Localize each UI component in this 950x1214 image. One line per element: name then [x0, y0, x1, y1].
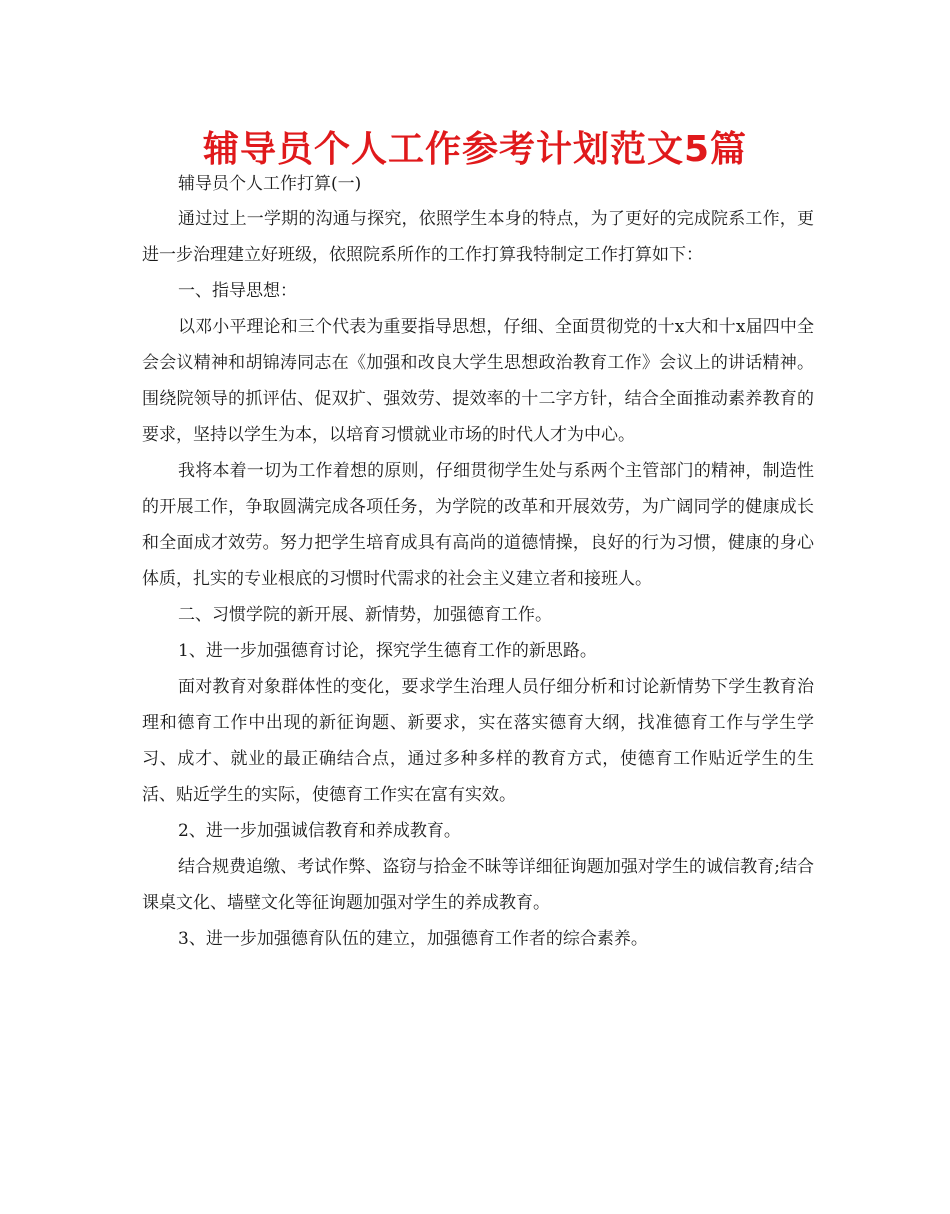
document-body [142, 201, 814, 957]
paragraph-ideology: 以邓小平理论和三个代表为重要指导思想，仔细、全面贯彻党的十x大和十x届四中全会会议精神和胡锦涛同志在《加强和改良大学生思想政治教育工作》会议上的讲话精神。围绕院领导的抓评估、促双扩、强效劳、提效率的十二字方针，结合全面推动素养教育的要求，坚持以学生为本，以培育习惯就业市场的时代人才为中心。 [142, 317, 814, 445]
paragraph-item-1: 面对教育对象群体性的变化，要求学生治理人员仔细分析和讨论新情势下学生教育治理和德育工作中出现的新征询题、新要求，实在落实德育大纲，找准德育工作与学生学习、成才、就业的最正确结合点，通过多种多样的教育方式，使德育工作贴近学生的生活、贴近学生的实际，使德育工作实在富有实效。 [142, 677, 814, 805]
item-2-heading: 2、进一步加强诚信教育和养成教育。 [178, 821, 461, 841]
item-3-heading: 3、进一步加强德育队伍的建立，加强德育工作者的综合素养。 [178, 929, 648, 949]
paragraph-intro: 通过过上一学期的沟通与探究，依照学生本身的特点，为了更好的完成院系工作，更进一步治理建立好班级，依照院系所作的工作打算我特制定工作打算如下： [142, 209, 814, 265]
item-1-heading: 1、进一步加强德育讨论，探究学生德育工作的新思路。 [178, 641, 597, 661]
heading-guiding-ideology: 一、指导思想： [178, 281, 297, 301]
document-title: 辅导员个人工作参考计划范文5篇 [202, 129, 748, 170]
heading-moral-education: 二、习惯学院的新开展、新情势，加强德育工作。 [178, 605, 552, 625]
paragraph-item-2: 结合规费追缴、考试作弊、盗窃与拾金不昧等详细征询题加强对学生的诚信教育;结合课桌文化、墙壁文化等征询题加强对学生的养成教育。 [142, 857, 814, 913]
paragraph-principles: 我将本着一切为工作着想的原则，仔细贯彻学生处与系两个主管部门的精神，制造性的开展工作，争取圆满完成各项任务，为学院的改革和开展效劳，为广阔同学的健康成长和全面成才效劳。努力把学生培育成具有高尚的道德情操，良好的行为习惯，健康的身心体质，扎实的专业根底的习惯时代需求的社会主义建立者和接班人。 [142, 461, 814, 589]
document-subtitle: 辅导员个人工作打算(一) [178, 174, 362, 194]
